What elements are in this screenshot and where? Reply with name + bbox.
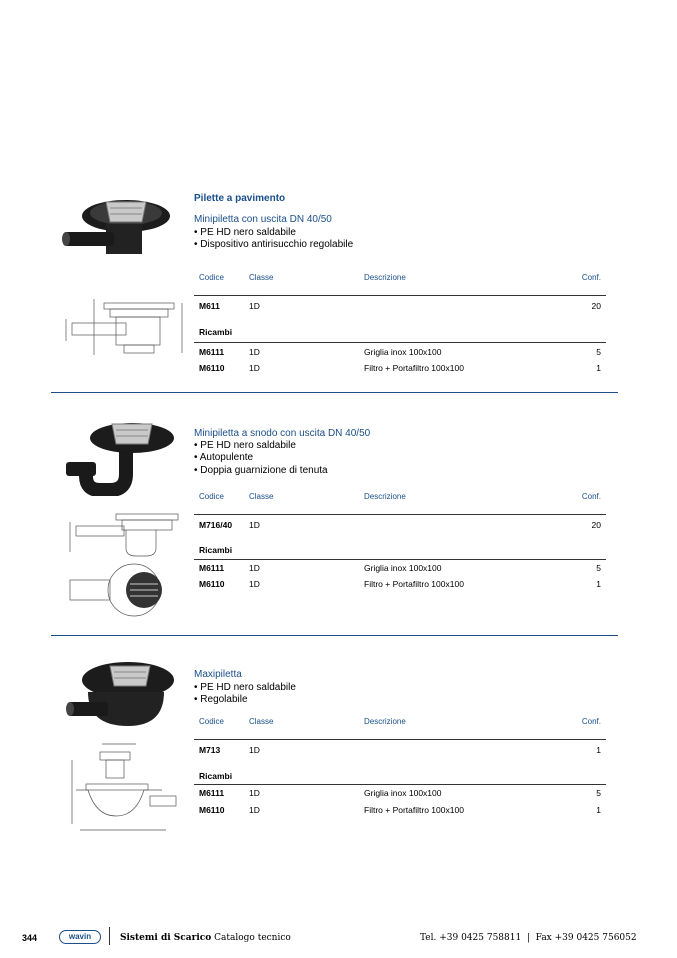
table-cell: 1 — [596, 579, 601, 589]
ricambi-label: Ricambi — [199, 771, 233, 781]
ricambi-label: Ricambi — [199, 545, 233, 555]
technical-drawing-snodo — [66, 512, 184, 560]
bullet: • PE HD nero saldabile — [194, 440, 296, 451]
product-title: Minipiletta con uscita DN 40/50 — [194, 214, 332, 225]
bullet: • Autopulente — [194, 452, 254, 463]
table-cell: 1D — [249, 788, 260, 798]
table-row: M6110 — [199, 579, 225, 589]
ricambi-label: Ricambi — [199, 327, 233, 337]
technical-drawing-snodo-top — [64, 562, 184, 618]
column-header-codice: Codice — [199, 273, 224, 282]
table-cell: 5 — [596, 347, 601, 357]
product-photo-minipiletta-snodo — [60, 414, 178, 496]
column-header-conf: Conf. — [581, 273, 601, 282]
table-cell: Filtro + Portafiltro 100x100 — [364, 363, 464, 373]
product-photo-minipiletta — [58, 188, 178, 270]
table-cell: 1 — [596, 805, 601, 815]
table-cell: 1D — [249, 563, 260, 573]
table-cell: 1D — [249, 805, 260, 815]
section-separator — [51, 635, 618, 636]
contact-info: Tel. +39 0425 758811 | Fax +39 0425 756052 — [420, 933, 637, 943]
column-header-classe: Classe — [249, 717, 274, 726]
table-row: M6111 — [199, 788, 225, 798]
table-cell: 1D — [249, 363, 260, 373]
page-number: 344 — [22, 933, 38, 943]
column-header-descrizione: Descrizione — [364, 717, 406, 726]
table-row: M6111 — [199, 347, 225, 357]
wavin-logo: wavin — [59, 930, 101, 944]
product-code: M611 — [199, 301, 220, 311]
table-cell: Griglia inox 100x100 — [364, 788, 442, 798]
table-divider — [194, 342, 606, 343]
product-class: 1D — [249, 520, 260, 530]
bullet: • Regolabile — [194, 694, 248, 705]
table-cell: 1 — [596, 363, 601, 373]
bullet: • Doppia guarnizione di tenuta — [194, 465, 328, 476]
table-row: M6110 — [199, 805, 225, 815]
column-header-conf: Conf. — [581, 717, 601, 726]
catalog-title-bold: Sistemi di Scarico — [120, 933, 212, 943]
column-header-descrizione: Descrizione — [364, 273, 406, 282]
column-header-classe: Classe — [249, 273, 274, 282]
product-code: M716/40 — [199, 520, 233, 530]
bullet: • Dispositivo antirisucchio regolabile — [194, 239, 354, 250]
table-cell: Griglia inox 100x100 — [364, 347, 442, 357]
table-cell: 5 — [596, 788, 601, 798]
technical-drawing-minipiletta — [64, 297, 189, 359]
column-header-conf: Conf. — [581, 492, 601, 501]
section-title: Pilette a pavimento — [194, 193, 286, 204]
table-divider — [194, 514, 606, 515]
column-header-descrizione: Descrizione — [364, 492, 406, 501]
column-header-classe: Classe — [249, 492, 274, 501]
catalog-title-rest: Catalogo tecnico — [214, 933, 291, 943]
column-header-codice: Codice — [199, 492, 224, 501]
catalog-title — [120, 933, 291, 943]
bullet: • PE HD nero saldabile — [194, 227, 296, 238]
table-cell: 5 — [596, 563, 601, 573]
product-class: 1D — [249, 301, 260, 311]
table-cell: 1D — [249, 347, 260, 357]
section-separator — [51, 392, 618, 393]
product-code: M713 — [199, 745, 221, 755]
product-title: Maxipiletta — [194, 669, 242, 680]
product-conf: 1 — [596, 745, 601, 755]
footer-divider — [109, 927, 110, 945]
table-divider — [194, 559, 606, 560]
table-cell: Filtro + Portafiltro 100x100 — [364, 579, 464, 589]
table-divider — [194, 295, 606, 296]
product-photo-maxipiletta — [58, 656, 180, 736]
table-divider — [194, 784, 606, 785]
table-row: M6111 — [199, 563, 225, 573]
table-cell: 1D — [249, 579, 260, 589]
product-class: 1D — [249, 745, 260, 755]
table-cell: Filtro + Portafiltro 100x100 — [364, 805, 464, 815]
column-header-codice: Codice — [199, 717, 224, 726]
table-cell: Griglia inox 100x100 — [364, 563, 442, 573]
bullet: • PE HD nero saldabile — [194, 682, 296, 693]
table-row: M6110 — [199, 363, 225, 373]
product-title: Minipiletta a snodo con uscita DN 40/50 — [194, 428, 371, 439]
product-conf: 20 — [591, 520, 601, 530]
product-conf: 20 — [591, 301, 601, 311]
table-divider — [194, 739, 606, 740]
technical-drawing-maxipiletta — [66, 740, 184, 836]
